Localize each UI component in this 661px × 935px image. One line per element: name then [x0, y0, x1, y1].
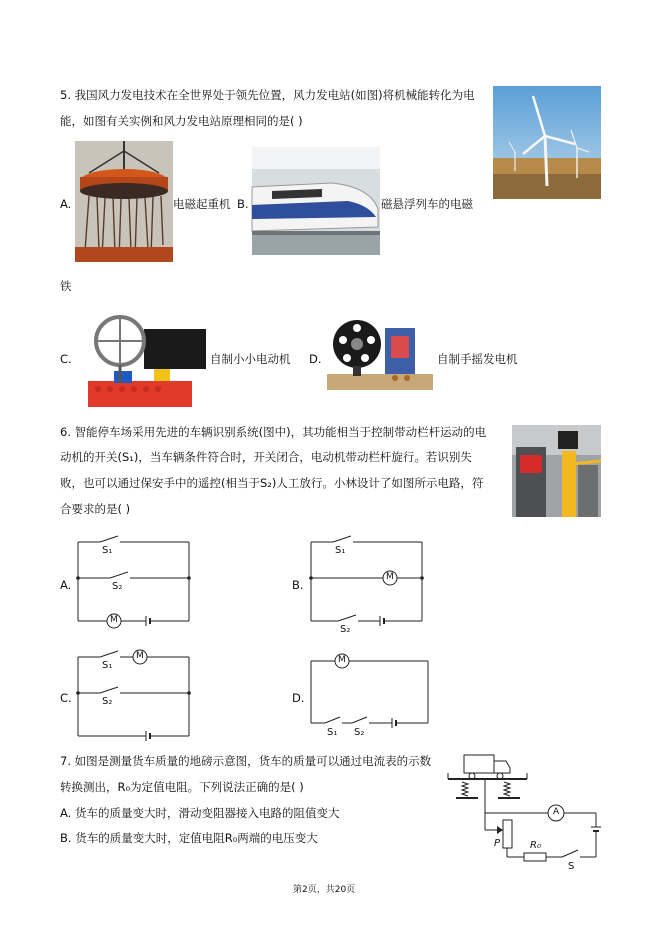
q5-optB-cont: 铁 [60, 279, 72, 293]
slider-p-label: P [494, 838, 501, 849]
q6-optC-label: C. [60, 691, 72, 705]
circuit-c-s2: S₂ [102, 696, 113, 707]
q6-optD-label: D. [292, 691, 305, 705]
r0-label: R₀ [530, 840, 541, 851]
q5-optD-letter: D. [309, 352, 322, 366]
page-footer: 第2页，共20页 [293, 885, 356, 895]
q5-line1: 5. 我国风力发电技术在全世界处于领先位置，风力发电站(如图)将机械能转化为电 [60, 88, 475, 102]
q6-line4: 合要求的是( ) [60, 502, 131, 516]
ammeter-label: A [553, 807, 560, 817]
circuit-a-s2: S₂ [112, 581, 123, 592]
circuit-b-s2: S₂ [340, 624, 351, 635]
q7-optB: B. 货车的质量变大时，定值电阻R₀两端的电压变大 [60, 831, 318, 845]
circuit-c-motor: M [136, 651, 144, 661]
circuit-a-s1: S₁ [102, 545, 113, 556]
circuit-a-motor: M [110, 615, 118, 625]
circuit-c-s1: S₁ [102, 660, 113, 671]
q6-optA-label: A. [60, 578, 72, 592]
circuit-b-s1: S₁ [335, 545, 346, 556]
q5-optB-text: 磁悬浮列车的电磁 [381, 197, 473, 211]
q5-optA-letter: A. [60, 197, 72, 211]
q5-optC-text: 自制小小电动机 [210, 352, 291, 366]
circuit-b-motor: M [386, 572, 394, 582]
q7-line1: 7. 如图是测量货车质量的地磅示意图，货车的质量可以通过电流表的示数 [60, 754, 432, 768]
q6-optB-label: B. [292, 578, 304, 592]
q6-line3: 败，也可以通过保安手中的遥控(相当于S₂)人工放行。小林设计了如图所示电路，符 [60, 476, 484, 490]
q5-optB-letter: B. [237, 197, 249, 211]
q7-optA: A. 货车的质量变大时，滑动变阻器接入电路的阻值变大 [60, 806, 340, 820]
circuit-d-s2: S₂ [354, 727, 365, 738]
switch-s-label: S [568, 861, 575, 872]
q7-line2: 转换测出，R₀为定值电阻。下列说法正确的是( ) [60, 780, 304, 794]
circuit-d-s1: S₁ [327, 727, 338, 738]
circuit-d-motor: M [338, 655, 346, 665]
q5-optD-text: 自制手摇发电机 [437, 352, 518, 366]
q5-optC-letter: C. [60, 352, 72, 366]
q6-line1: 6. 智能停车场采用先进的车辆识别系统(图中)，其功能相当于控制带动栏杆运动的电 [60, 425, 487, 439]
q5-optA-text: 电磁起重机 [173, 197, 231, 211]
q6-line2: 动机的开关(S₁)，当车辆条件符合时，开关闭合，电动机带动栏杆旋行。若识别失 [60, 450, 472, 464]
q5-line2: 能，如图有关实例和风力发电站原理相同的是( ) [60, 114, 303, 128]
